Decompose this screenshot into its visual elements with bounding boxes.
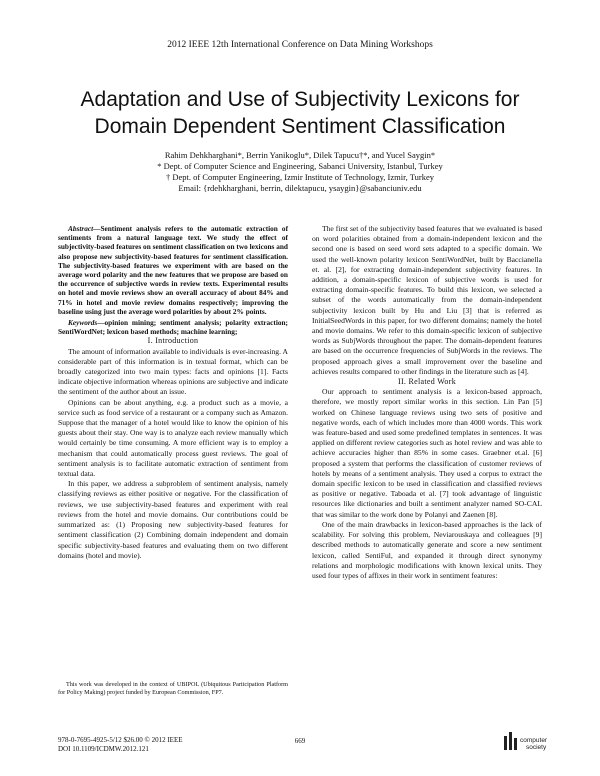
author-names: Rahim Dehkharghani*, Berrin Yanikoglu*, Dilek Tapucu†*, and Yucel Saygin* [164, 150, 436, 160]
footnote [58, 681, 288, 697]
footer-isbn: 978-0-7695-4925-5/12 $26.00 © 2012 IEEE [58, 736, 183, 744]
left-column [58, 224, 288, 561]
affiliation-1: * Dept. of Computer Science and Engineering, Sabanci University, Istanbul, Turkey [157, 161, 443, 171]
related-paragraph-1: Our approach to sentiment analysis is a lexicon-based approach, therefore, we mostly report similar works in this section. Lin Pan [5] worked on Chinese language reviews using two sets of positive and negative words, each of which includes more than 4000 words. This work was feature-based and used some predefined templates in sentences. It was applied on different review categories such as hotel review and was able to achieve accuracies higher than 85% in some cases. Graebner et.al. [6] proposed a system that performs the classification of customer reviews of hotels by means of a sentiment analysis. They used a corpus to extract the domain specific lexicon to be used in classification and classified reviews as positive or negative. Taboada et al. [7] took advantage of linguistic resources like dictionaries and built a sentiment analyzer named SO-CAL that was similar to the work done by Polanyi and Zaenen [8]. [312, 387, 542, 519]
affiliation-2: † Dept. of Computer Engineering, Izmir Institute of Technology, Izmir, Turkey [166, 172, 434, 182]
abstract-text: —Sentiment analysis refers to the automatic extraction of sentiments from a natural language text. We study the effect of subjectivity-based features on sentiment classification on two lexicons and also propose new subjectivity-based features for sentiment classification. The subjectivity-based features we experiment with are based on the average word polarity and the new features that we propose are based on the occurrence of subjective words in review texts. Experimental results on hotel and movie reviews show an overall accuracy of about 84% and 71% in hotel and movie review domains respectively; improving the baseline using just the average word polarities by about 2% points. [58, 224, 288, 316]
keywords-lead: Keywords [68, 318, 98, 328]
keywords-text: —opinion mining; sentiment analysis; polarity extraction; SentiWordNet; lexicon based methods; machine learning; [58, 318, 288, 337]
author-block [0, 150, 600, 194]
paper-title [40, 86, 560, 140]
title-line-2: Domain Dependent Sentiment Classification [94, 115, 506, 138]
right-column [312, 224, 542, 581]
footnote-text: This work was developed in the context of UBIPOL (Ubiquitous Participation Platform for Policy Making) project funded by European Commission, FP7. [58, 681, 288, 696]
abstract [58, 224, 288, 316]
abstract-lead: Abstract [68, 224, 94, 233]
svg-text:computer: computer [520, 737, 548, 744]
keywords [58, 318, 288, 336]
intro-paragraph-3: In this paper, we address a subproblem of sentiment analysis, namely classifying reviews as either positive or negative. For the classification of reviews, we use subjectivity-based features and experiment with real reviews from the hotel and movie domains. Our contributions could be summarized as: (1) Proposing new subjectivity-based features for sentiment classification (2) Combining domain independent and domain specific subjectivity-based features and evaluating them on two different domains (hotel and movie). [58, 479, 288, 560]
intro-paragraph-1: The amount of information available to individuals is ever-increasing. A considerable part of this information is in textual format, which can be broadly categorized into two main types: facts and opinions [1]. Facts indicate objective information whereas opinions are subjective and indicate the sentiment of the author about an issue. [58, 346, 288, 397]
intro-paragraph-2: Opinions can be about anything, e.g. a product such as a movie, a service such as food service of a restaurant or a company such as Amazon. Suppose that the manager of a hotel would like to know the opinion of his guests about their stay. One way is to analyze each review manually which would certainly be time consuming. A more efficient way is to employ a mechanism that could automatically process guest reviews. The goal of sentiment analysis is to facilitate automatic extraction of sentiment from textual data. [58, 397, 288, 479]
computer-society-logo [503, 728, 551, 754]
section-heading-introduction: I. Introduction [147, 336, 199, 346]
intro-paragraph-4: The first set of the subjectivity based features that we evaluated is based on word polarities obtained from a domain-independent lexicon and the second one is based on seed word sets adapted to a specific domain. We used the well-known polarity lexicon SentiWordNet, built by Baccianella et. al. [2], for extracting domain-independent subjectivity features. In addition, a domain-specific lexicon of subjective words is used for extracting domain-specific features. To build this lexicon, we selected a subset of the words automatically from the domain-independent subjectivity lexicon built by Hu and Liu [3] that is referred as InitialSeedWords in this paper, for two different domains; namely the hotel and movie domains. We refer to this domain-specific lexicon of subjective words as SubjWords throughout the paper. The domain-dependent features are based on the occurrence frequencies of SubjWords in the reviews. The proposed approach gives a small improvement over the baseline and achieves results compared to other findings in the literature such as [4]. [312, 224, 542, 376]
footer-doi: DOI 10.1109/ICDMW.2012.121 [58, 745, 149, 753]
author-email: Email: {rdehkharghani, berrin, dilektapucu, ysaygin}@sabanciuniv.edu [178, 183, 422, 193]
page-number: 669 [294, 737, 306, 745]
related-paragraph-2: One of the main drawbacks in lexicon-based approaches is the lack of scalability. For solving this problem, Neviarouskaya and colleagues [9] described methods to automatically generate and score a new sentiment lexicon, called SentiFul, and expanded it through direct synonymy relations and morphologic modifications with known lexical units. They used four types of affixes in their work in sentiment features: [312, 519, 542, 580]
svg-text:society: society [526, 744, 547, 751]
section-heading-related-work: II. Related Work [398, 377, 456, 387]
conference-header: 2012 IEEE 12th International Conference on Data Mining Workshops [167, 40, 433, 50]
title-line-1: Adaptation and Use of Subjectivity Lexicons for [80, 88, 520, 111]
